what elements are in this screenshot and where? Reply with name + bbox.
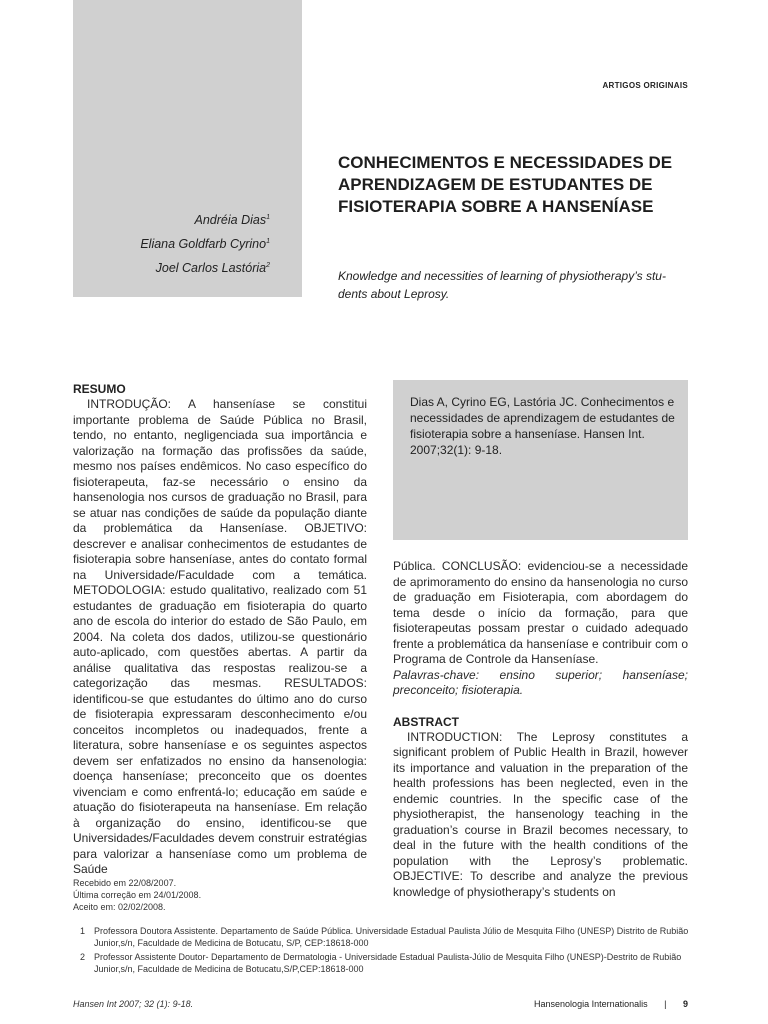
citation-text: Dias A, Cyrino EG, Lastória JC. Conhecimentos e necessidades de aprendizagem de estudantes de fisioterapia sobre a hanseníase. Hansen Int. 2007;32(1): 9-18. — [410, 395, 675, 457]
section-tag: ARTIGOS ORIGINAIS — [602, 81, 688, 90]
received-dates: Recebido em 22/08/2007. Última correção em 24/01/2008. Aceito em: 02/02/2008. — [73, 878, 202, 912]
resumo-heading: RESUMO — [73, 382, 126, 396]
abstract-text: INTRODUCTION: The Leprosy constitutes a significant problem of Public Health in Brazil, however its importance and valuation in the preparation of the health professions has been neglected, even in the endemic countries. In the specific case of the physiotherapist, the hansenology teaching in the graduation’s course in Brazil becomes necessary, to deal in the future with the health conditions of the population with the Leprosy’s problematic. OBJECTIVE: To describe and analyze the previous knowledge of physiotherapy’s students on — [393, 729, 688, 899]
resumo-section — [73, 382, 367, 878]
resumo-text: INTRODUÇÃO: A hanseníase se constitui importante problema de Saúde Pública no Brasil, tendo, no entanto, negligenciada sua importância e valorização na formação das profissões da saúde, mesmo nos países endêmicos. No caso específico do fisioterapeuta, faz-se necessário o ensino da hansenologia nos cursos de graduação no Brasil, para se atuar nas condições de saúde da população diante da problemática da Hanseníase. OBJETIVO: descrever e analisar conhecimentos de estudantes de fisioterapia sobre hanseníase, antes do contato formal na Universidade/Faculdade com a temática. METODOLOGIA: estudo qualitativo, realizado com 51 estudantes de graduação em fisioterapia do quarto ano de escola do interior do estado de São Paulo, em 2004. Na coleta dos dados, utilizou-se questionário auto-aplicado, com questões abertas. A partir da análise qualitativa das respostas realizou-se a categorização das mesmas. RESULTADOS: identificou-se que estudantes do último ano do curso de fisioterapia expressaram desconhecimento e/ou conceitos incompletos ou inadequados, frente a literatura, sobre hanseníase e os seguintes aspectos devem ser enfatizados no ensino da hansenologia: doença hanseníase; preconceito que os doentes vivenciam e como enfrentá-lo; educação em saúde e atuação do fisioterapeuta na hanseníase. Em relação à organização do ensino, identificou-se que Universidades/Faculdades devem construir estratégias para valorizar a hanseníase como um problema de Saúde — [73, 397, 367, 876]
author: Eliana Goldfarb Cyrino$^1$ — [140, 237, 270, 252]
journal-reference: Hansen Int 2007; 32 (1): 9-18. — [73, 999, 194, 1009]
author: Andréia Dias$^1$ — [194, 213, 270, 228]
english-title: Knowledge and necessities of learning of physiotherapy’s stu- dents about Leprosy. — [338, 269, 666, 301]
footnote: 2 Professor Assistente Doutor- Departamento de Dermatologia - Universidade Estadual Paulista-Júlio de Mesquita Filho (UNESP)-Destrito de Rubião Junior,s/n, Faculdade de Medicina de Botucatu,S/P,CEP:18618-000 — [80, 952, 682, 974]
resumo-conclusion: Pública. CONCLUSÃO: evidenciou-se a necessidade de aprimoramento do ensino da hansenologia no curso de graduação em Fisioterapia, com abordagem do tema desde o início da formação, para que fisioterapeutas possam prestar o cuidado adequado frente a problemática da hanseníase e contribuir com o Programa de Controle da Hanseníase. — [393, 559, 688, 666]
footnotes — [80, 925, 692, 975]
right-column — [393, 559, 688, 900]
abstract-heading: ABSTRACT — [393, 714, 459, 729]
resumo-keywords: Palavras-chave: ensino superior; hanseníase; preconceito; fisioterapia. — [393, 667, 688, 697]
footer-separator: | — [664, 999, 667, 1009]
author: Joel Carlos Lastória$^2$ — [155, 261, 270, 276]
author-list — [80, 207, 270, 279]
journal-footer — [470, 999, 688, 1009]
footnote: 1 Professora Doutora Assistente. Departamento de Saúde Pública. Universidade Estadual Paulista Júlio de Mesquita Filho (UNESP) Distrito de Rubião Junior,s/n, Faculdade de Medicina de Botucatu, S/P, CEP:18618-000 — [80, 926, 689, 948]
journal-name: Hansenologia Internationalis — [534, 999, 648, 1009]
page-number: 9 — [682, 999, 688, 1009]
article-title: CONHECIMENTOS E NECESSIDADES DE APRENDIZAGEM DE ESTUDANTES DE FISIOTERAPIA SOBRE A HANSENÍASE — [338, 153, 673, 216]
